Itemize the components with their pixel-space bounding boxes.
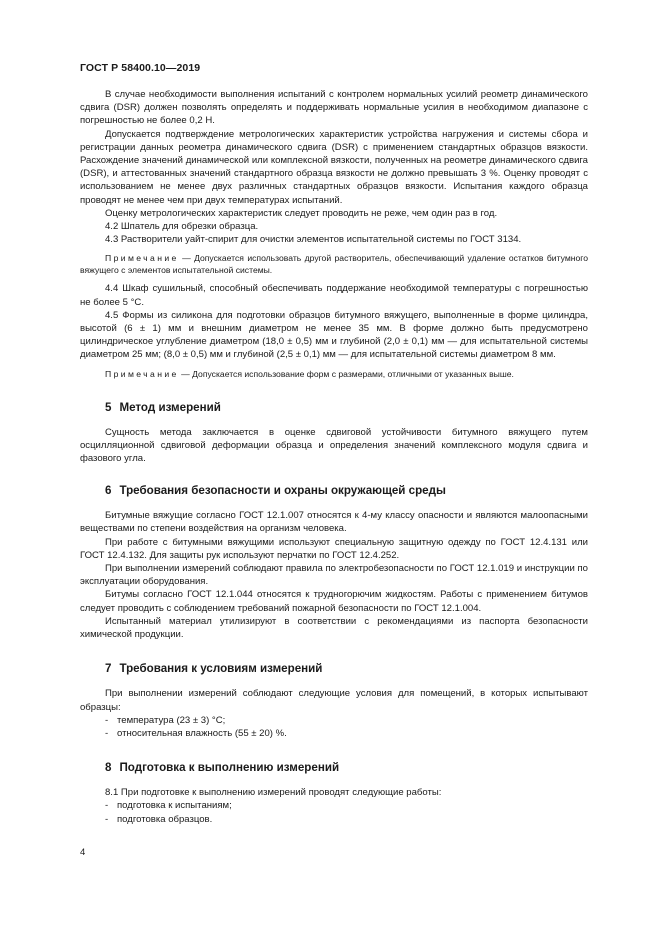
- section-number: 8: [105, 761, 112, 775]
- section-5-heading: [80, 400, 588, 416]
- note-1: [80, 252, 588, 276]
- list-item: - подготовка к испытаниям;: [105, 800, 232, 812]
- standard-header: ГОСТ Р 58400.10—2019: [80, 62, 201, 74]
- section-number: 5: [105, 400, 112, 414]
- item-4-2: 4.2 Шпатель для обрезки образца.: [105, 221, 259, 233]
- paragraph: Испытанный материал утилизируют в соответствии с рекомендациями из паспорта безопасности химической продукции.: [80, 615, 588, 641]
- paragraph: Сущность метода заключается в оценке сдвиговой устойчивости битумного вяжущего путем осцилляционной сдвиговой деформации образца и определения значений комплексного модуля сдвига и фазового угла.: [80, 426, 588, 465]
- note-label: Примечание: [105, 253, 179, 264]
- note-text: — Допускается использование форм с размерами, отличными от указанных выше.: [178, 368, 514, 379]
- page-number: 4: [80, 847, 86, 858]
- item-4-3: 4.3 Растворители уайт-спирит для очистки элементов испытательной системы по ГОСТ 3134.: [105, 234, 522, 246]
- paragraph: Битумные вяжущие согласно ГОСТ 12.1.007 относятся к 4-му классу опасности и являются малоопасными веществами по степени воздействия на организм человека.: [80, 510, 588, 535]
- note-label: Примечание: [105, 368, 179, 379]
- section-title: Требования к условиям измерений: [119, 662, 323, 676]
- list-item: - подготовка образцов.: [105, 813, 213, 825]
- paragraph: В случае необходимости выполнения испытаний с контролем нормальных усилий реометр динамического сдвига (DSR) должен позволять определять и поддерживать нормальные усилия в необходимом диапазоне с погрешностью не более 0,2 Н.: [80, 89, 588, 127]
- section-title: Требования безопасности и охраны окружающей среды: [119, 484, 446, 498]
- paragraph: Оценку метрологических характеристик следует проводить не реже, чем один раз в год.: [105, 207, 498, 219]
- section-8-heading: [80, 760, 588, 776]
- section-title: Метод измерений: [119, 400, 221, 414]
- paragraph: При выполнении измерений соблюдают правила по электробезопасности по ГОСТ 12.1.019 и инструкции по эксплуатации оборудования.: [80, 563, 588, 588]
- section-number: 6: [105, 484, 112, 498]
- note-text: — Допускается использовать другой растворитель, обеспечивающий удаление остатков битумного вяжущего с элементов испытательной системы.: [80, 253, 588, 276]
- page-content: [80, 88, 588, 826]
- section-number: 7: [105, 662, 112, 676]
- section-title: Подготовка к выполнению измерений: [119, 761, 340, 775]
- list-item: - температура (23 ± 3) °С;: [105, 714, 226, 726]
- list-item: - относительная влажность (55 ± 20) %.: [105, 727, 287, 739]
- paragraph: Битумы согласно ГОСТ 12.1.044 относятся к трудногорючим жидкостям. Работы с применением битумов следует проводить с соблюдением требований пожарной безопасности по ГОСТ 12.1.004.: [80, 589, 588, 614]
- paragraph: При работе с битумными вяжущими используют специальную защитную одежду по ГОСТ 12.4.131 или ГОСТ 12.4.132. Для защиты рук используют перчатки по ГОСТ 12.4.252.: [80, 536, 588, 561]
- item-8-1: 8.1 При подготовке к выполнению измерений проводят следующие работы:: [105, 787, 442, 799]
- item-4-4: 4.4 Шкаф сушильный, способный обеспечивать поддержание необходимой температуры с погрешностью не более 5 °С.: [80, 283, 588, 308]
- section-7-heading: [80, 661, 588, 677]
- section-6-heading: [80, 483, 588, 499]
- paragraph: Допускается подтверждение метрологических характеристик устройства нагружения и системы сбора и регистрации данных реометра динамического сдвига (DSR) с применением стандартных образцов вязкости. Расхождение значений динамической или комплексной вязкости, полученных на реометре динамического сдвига (DSR), и аттестованных значений стандартного образца вязкости не должно превышать 3 %. Оценку проводят с использованием не менее двух различных стандартных образцов вязкости. Испытания каждого образца проводят не менее чем при двух температурах испытаний.: [80, 128, 588, 206]
- item-4-5: 4.5 Формы из силикона для подготовки образцов битумного вяжущего, выполненные в форме цилиндра, высотой (6 ± 1) мм и внешним диаметром не менее 35 мм. В форме должно быть предусмотрено цилиндрическое углубление диаметром (18,0 ± 0,5) мм и глубиной (2,0 ± 0,1) мм — для испытательной системы диаметром 25 мм; (8,0 ± 0,5) мм и глубиной (2,5 ± 0,1) мм — для испытательной системы диаметром 8 мм.: [80, 309, 588, 361]
- note-2: [80, 368, 588, 380]
- paragraph: При выполнении измерений соблюдают следующие условия для помещений, в которых испытывают образцы:: [80, 688, 588, 713]
